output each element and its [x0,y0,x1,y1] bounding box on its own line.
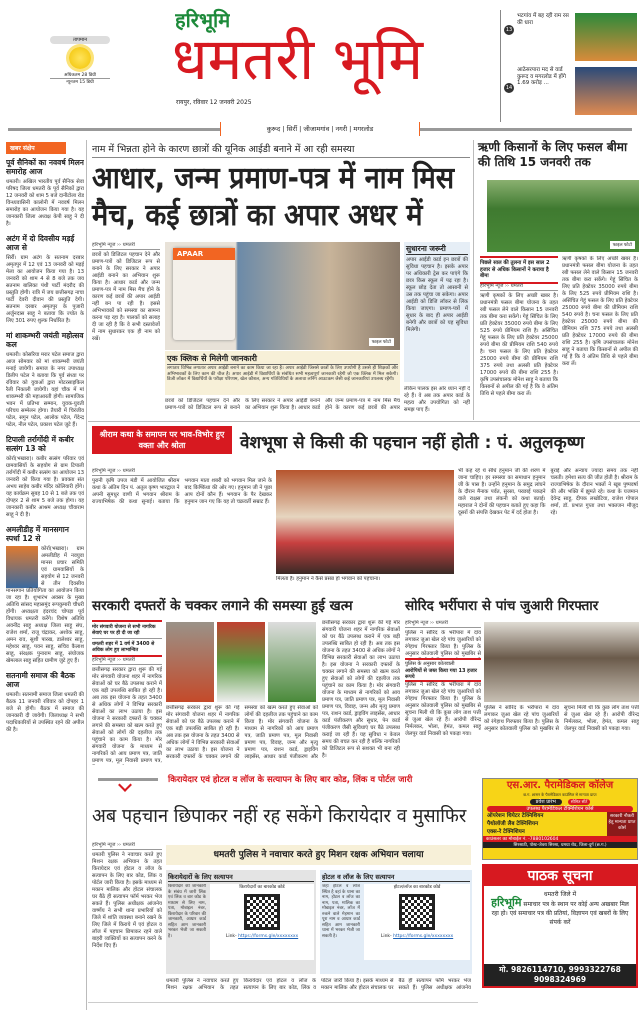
story4-headline[interactable]: सरकारी दफ्तरों के चक्कर लगाने की समस्या हुई खत्म [92,598,353,614]
gamblers-photo [484,622,639,702]
brief-title[interactable]: मां शाकम्भरी जयंती महोत्सव कल [6,331,84,349]
edition-date: रायपुर, रविवार 12 जनवरी 2025 [176,99,252,106]
teaser-photo [575,67,637,115]
weather-min: न्यूनतम 15 डिग्री [66,80,94,85]
teaser-photo [575,13,637,61]
brand-logo: हरिभूमि [175,8,231,32]
story2-highlight: पिछले साल की तुलना में इस साल 2 हजार से अधिक किसानों ने कराया है बीमा [480,256,558,284]
teaser[interactable]: 13 भटगांव में बह रही राम रस की धारा [501,10,640,64]
location-bar: कुरूद | सिर्री | जीजामगांव | नगरी | मगरलोड [220,122,420,136]
reader-notice-ad[interactable]: पाठक सूचना धमतरी जिले में हरिभूमि समाचार पत्र के स्थान पर कोई अन्य अखबार मिल रहा हो। एवं समाचार पत्र की प्रतियां, विज्ञापन एवं खबरों के लिए संपर्क करें मो. 9826114710, 9993322768 9098324969 [482,864,638,988]
college-ad[interactable]: एस.आर. पैरामेडिकल कॉलेज छ.ग. शासन के पैरामेडिकल काउंसिल से मान्यता प्राप्त प्रवेश प्रारंभ सीमित सीटें उपलब्ध पैरामेडिकल टेक्निशियन कोर्स ऑपरेशन थियेटर टेक्निशियन पैथोलॉजी लैब टेक्निशियन एक्स-रे टेक्निशियन सरकारी नौकरी हेतु मान्यता प्राप्त कोर्स काउंसलर का मोबाईल नं. -7880102604 सिरसाठी, पोस्ट-जेवरा सिरसा, धमधा रोड, जिला-दुर्ग (छ.ग.) [482,778,638,860]
brief-title[interactable]: पूर्व सैनिकों का नववर्ष मिलन समारोह आज [6,158,84,176]
teaser[interactable]: 14 आठेसरपारा मद से वार्ड कुरूद व मगरलोड में होंगे 1.69 करोड़ ... [501,64,640,118]
story3-headline[interactable]: वेशभूषा से किसी की पहचान नहीं होती : पं. अतुलकृष्ण [240,433,585,453]
katha-photo [276,470,454,574]
story3-tag: श्रीराम कथा के समापन पर भाव-विभोर हुए वक्ता और श्रोता [92,426,232,454]
brief-title[interactable]: टिपाली तर्रागोंदी में कबीर सत्संग 13 को [6,435,74,453]
hotel-panel: होटल व लॉज के लिए सत्यापन जहां होटल व लॉज स्थित है वहां के थाना का नाम, होटल व लॉज का नाम, पता, मालिक का मोबाइल नंबर, लॉज में रुकने वाले मेहमान का पूरा नाम व आधार कार्ड सहित आम जानकारी थाना में भरकर भेजी जा सकती है। होटल/लॉज का बारकोड कोर्ड Link- https://forms.gle/xxxxxxxx [320,870,472,974]
section-tag: खबर संक्षेप [6,142,66,154]
story1-body-lower: छात्रों को डिजिटल पहचान देने और प्रमाण-पत्रों को डिजिटल रूप से बनाने के लिए सरकार ने अपार आईडी बनाने का अभियान शुरू किया है। आधार कार्ड और जन्म प्रमाण-पत्र में नाम मिस मैच होने के कारण कई छात्रों की अपार [165,398,400,411]
tenant-panel: किरायेदारों के लिए सत्यापन किरायेदार की जानकारी के संबंध में जारी लिंक एवं लिंक व बार कोड के माध्यम से लिए नाम, पता, मोबाइल नंबर, किरायेदार के परिवार की जानकारी, आधार कार्ड सहित आम जानकारी भरकर भेजी जा सकती है। किरायेदारों का बारकोड कोर्ड Link- https://forms.gle/xxxxxxxx [166,870,316,974]
hanuman-photo [6,546,38,588]
brief-title[interactable]: अटंग में दो दिवसीय मड़ई आज से [6,234,75,252]
form-link[interactable]: https://forms.gle/xxxxxxxx [393,934,454,939]
page-badge: 13 [505,27,513,33]
teasers [500,10,640,122]
apaar-card: APAAR [173,248,235,340]
story1-headline[interactable]: आधार, जन्म प्रमाण-पत्र में नाम मिस मैच, कई छात्रों का अपार अधर में [92,161,455,233]
weather-max: अधिकतम 28 डिग्री [50,72,110,79]
story6-headline[interactable]: अब पहचान छिपाकर नहीं रह सकेंगे किरायेदार व मुसाफिर [92,805,467,827]
form-link[interactable]: https://forms.gle/xxxxxxxx [238,934,299,939]
beneficiary-photo [166,622,214,702]
qr-code-icon[interactable] [244,894,280,930]
story1-kicker: नाम में भिन्नता होने के कारण छात्रों की यूनिक आईडी बनाने में आ रही समस्या [92,143,470,158]
page-badge: 14 [505,85,513,91]
brief-title[interactable]: सतनामी समाज की बैठक आज [6,671,75,689]
sidebar-box: सुधारना जरूरी अपार आईडी कार्ड इन छात्रों की सुविधा पहचान है। इसके अपार पर अधिकारी ट्रेस कर पाएंगे कि छात्र किस स्कूल में पढ़ रहा है। स्कूल छोड़ देता तो आसानी से उस तक पहुंचा जा सकेगा। अपार आईडी को डिजि लॉकर से लिंक किया जाएगा। प्रमाण-पत्रों में सुधार के बाद ही अपार आईडी बनेगी और छात्रों को यह सुविधा मिलेगी। [404,242,470,382]
story2-headline[interactable]: ऋणी किसानों के लिए फसल बीमा की तिथि 15 जनवरी तक [478,140,628,169]
caption-box: एक क्लिक से मिलेगी जानकारी लगातार विभिन्न लगातार अपार आईडी बनाने का काम किया जा रहा है। अपार आईडी जिससे छात्रों के लिए उपयोगी है उससे ही शिक्षकों और अभिभावकों के लिए काम की चीज है। अपार आईडी में विद्यार्थियों के संबंधित सभी महत्वपूर्ण जानकारी रहेगी जो एक क्लिक में मिल सकेगी। डिजी लॉकर में विद्यार्थियों के परीक्षा परिणाम, खेल कौशल, अन्य गतिविधियों के अलावा लर्निंग आउटकम जैसी कई जानकारियां उपलब्ध रहेंगी। [165,351,400,395]
qr-code-icon[interactable] [399,894,435,930]
police-box-title: धमतरी पुलिस ने नवाचार करते हुए मिशन रक्षक अभियान चलाया [166,845,471,865]
photo-credit: फाइल फोटो [369,338,394,346]
beneficiary-photo [217,622,265,702]
apaar-photo [165,242,400,350]
story6-kicker: किरायेदार एवं होटल व लॉज के सत्यापन के लिए बार कोड, लिंक व पोर्टल जारी [168,775,413,785]
beneficiary-photo [268,622,316,702]
weather-box [50,36,110,106]
story5-headline[interactable]: सोरिद भर्रीपारा से पांच जुआरी गिरफ्तार [405,598,599,614]
brief-title[interactable]: अमलीडीह में मानसगान स्पर्धा 12 से [6,525,69,543]
news-brief-column: खबर संक्षेप पूर्व सैनिकों का नववर्ष मिलन समारोह आज धमतरी। अखिल भारतीय पूर्व सैनिक सेवा परिषद जिला धमतरी के पूर्व सैनिकों द्वारा 12 जनवरी को शाम 5 बजे दानीटोला रोड विन्ध्यवासिनी कालोनी में नववर्ष मिलन समारोह का आयोजन किया गया है। यह जानकारी जिला अध्यक्ष केपी साहू ने दी है। अटंग में दो दिवसीय मड़ई आज से सिर्री। ग्राम अटंग के सतनाम दरबार अमृतपुर में 12 एवं 13 जनवरी को मड़ई मेला का आयोजन किया गया है। 13 जनवरी को शाम 4 से 8 बजे तक जय सतनाम बालिका पंथी पार्टी मंदरौद की प्रस्तुति होगी। रात्रि में जय छत्तीसगढ़ नाचा पार्टी देवरी दीवान की प्रस्तुति देगी। सतनाम दरबार अमृतपुर के पुजारी अर्जुनदास साहू ने बताया कि ज्योत के लिए 301 रुपए शुल्क निर्धारित है। मां शाकम्भरी जयंती महोत्सव कल धमतरी। कोसरिया मरार पटेल समाज द्वारा आज सोमवार को मां शाकम्भरी जयंती मनाई जायेगी। समाज के नगर उपाध्यक्ष डिलीप पटेल ने बताया कि पूर्व संध्या पर रविवार को युवाओं द्वारा मोटरसाइकिल रैली निकाली जायेगी। यहां चौक में मां शाकम्भरी की महाआरती होगी। सामाजिक भवन में प्रतिभा सम्मान, युवक-युवती परिचय सम्मेलन होगा। तैयारी में चिरंजीव पटेल, सगुन पटेल, आलोक पटेल, गेंदेन्द्र पटेल, नील पटेल, प्रकाश पटेल जुटे हैं। टिपाली तर्रागोंदी में कबीर सत्संग 13 को कोर्रा(भखारा)। कबीर सत्संग परिवार एवं ग्रामवासियों के सहयोग से ग्राम टिपाली तर्रागोंदी में कबीर सत्संग का आयोजन 13 जनवरी को किया गया है। प्रवक्ता संत अभय साहेब कबीर मंदिर कोलियारी होंगे। यह कार्यक्रम सुबह 10 से 1 बजे तक एवं दोपहर 2 से शाम 5 बजे तक होगा। यह जानकारी कबीर आश्रम अध्यक्ष चौवाराम साहू ने दी है। अमलीडीह में मानसगान स्पर्धा 12 से कोर्रा(भखारा)। ग्राम अमलीडीह में नवयुवा मानस प्रचार समिति एवं ग्रामवासियों के सहयोग से 12 जनवरी से तीन दिवसीय मानसगान प्रतियोगिता का आयोजन किया जा रहा है। शुभारंभ अवसर के मुख्य अतिथि सांसद महासमुंद रूपकुमारी चौधरी होंगी। अध्यक्षता इंदरचंद चोपड़ा पूर्व विधायक धमतरी करेंगे। विशेष अतिथि अवनींद्र साहू अध्यक्ष जिला साहू संघ, राजेश शर्मा, राजू चंद्राकर, अशोक साहू, अमन राव, सुशी पारख, डालेश्वर साहू, महेश्वर साहू, पवन साहू, सचिव कैलाश साहू, संरक्षक पुनाराम साहू, संयोजक खेमलाल साहू सहित ग्रामीण जुटे हुए हैं। सतनामी समाज की बैठक आज धमतरी। सतनामी समाज जिला धमतरी की बैठक 11 जनवरी रविवार को दोपहर 1 बजे से होगी। बैठक में समाज की जानकारी दी जायेगी। जिलाध्यक्ष ने सभी पदाधिकारियों से उपस्थित रहने की अपील की है। [6,142,84,1012]
sun-icon [69,47,91,69]
crop-photo: फाइल फोटो [487,180,639,252]
katha-photo-caption: मिलता है। हनुमान ने कैसे प्रसन्न हो भगवान को पहचाना। [276,576,381,582]
weather-label: तापमान [50,36,110,44]
paper-title: धमतरी भूमि [172,25,424,93]
story1-body: हरिभूमि न्यूज ›› धमतरी छात्रों को डिजिटल पहचान देने और प्रमाण-पत्रों को डिजिटल रूप से बनाने के लिए सरकार ने अपार आईडी बनाने का अभियान शुरू किया है। आधार कार्ड और जन्म प्रमाण-पत्र में नाम मिस मैच होने के कारण कई छात्रों की अपार आईडी नहीं बन पा रही है। इससे अभिभावकों को समस्या का सामना करना पड़ रहा है। पालकों को सलाह दी जा रही है कि वे सभी दस्तावेजों में नाम सुधारकर एक ही नाम को रखें। [92,242,160,342]
